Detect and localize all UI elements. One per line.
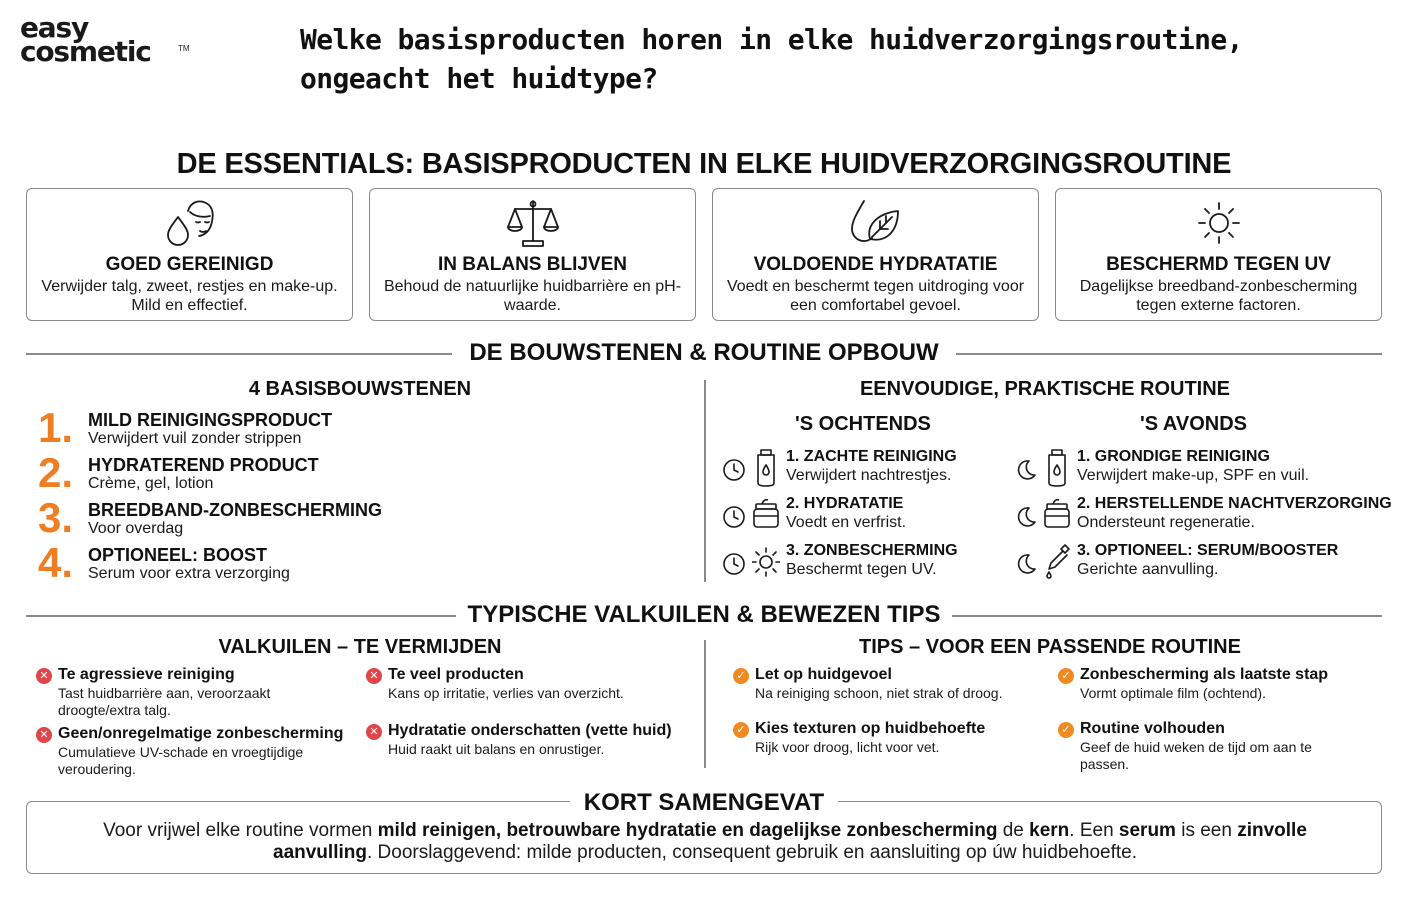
summary-heading: KORT SAMENGEVAT bbox=[570, 789, 838, 817]
section-title-building-blocks: DE BOUWSTENEN & ROUTINE OPBOUW bbox=[452, 339, 956, 367]
summary-bold-part: zinvolle aanvulling bbox=[273, 820, 1307, 863]
brand-line1: easy bbox=[20, 11, 89, 44]
step-desc: Beschermt tegen UV. bbox=[786, 561, 937, 578]
moon-icon bbox=[1013, 458, 1037, 482]
brand-line2: cosmetic bbox=[20, 35, 151, 68]
check-icon: ✓ bbox=[1058, 668, 1074, 684]
column-divider bbox=[704, 380, 706, 582]
tip-title: Let op huidgevoel bbox=[755, 666, 892, 683]
tip-title: Routine volhouden bbox=[1080, 720, 1225, 737]
step-title: 1. GRONDIGE REINIGING bbox=[1077, 448, 1270, 465]
drop-leaf-icon bbox=[848, 195, 904, 251]
balance-scale-icon bbox=[505, 195, 561, 251]
block-item bbox=[38, 494, 478, 544]
page-question: Welke basisproducten horen in elke huidverzorgingsroutine, ongeacht het huidtype? bbox=[300, 23, 1243, 95]
summary-text bbox=[60, 820, 1350, 864]
block-desc: Serum voor extra verzorging bbox=[88, 565, 290, 582]
dropper-icon bbox=[1043, 542, 1071, 582]
essential-card-uv bbox=[1055, 188, 1382, 321]
face-drop-icon bbox=[162, 195, 218, 251]
cleanser-tube-icon bbox=[752, 448, 780, 488]
clock-icon bbox=[722, 552, 746, 576]
essential-card-balance bbox=[369, 188, 696, 321]
essential-desc: Verwijder talg, zweet, restjes en make-up. Mild en effectief. bbox=[41, 278, 338, 314]
essential-card-cleansed bbox=[26, 188, 353, 321]
brand-logo bbox=[20, 11, 190, 70]
essential-desc: Behoud de natuurlijke huidbarrière en pH-waarde. bbox=[383, 278, 682, 314]
block-title: MILD REINIGINGSPRODUCT bbox=[88, 410, 333, 430]
essential-title: VOLDOENDE HYDRATATIE bbox=[753, 254, 998, 275]
step-desc: Verwijdert nachtrestjes. bbox=[786, 467, 952, 484]
tip-desc: Geef de huid weken de tijd om aan te passen. bbox=[1080, 739, 1312, 772]
block-number: 1. bbox=[38, 404, 74, 451]
brand-tm: TM bbox=[178, 44, 190, 53]
cream-jar-icon bbox=[752, 495, 780, 535]
block-title: OPTIONEEL: BOOST bbox=[88, 545, 268, 565]
evening-heading: 'S AVONDS bbox=[1140, 413, 1247, 435]
pitfalls-heading: VALKUILEN – TE VERMIJDEN bbox=[218, 636, 502, 658]
block-title: HYDRATEREND PRODUCT bbox=[88, 455, 319, 475]
sun-icon bbox=[752, 542, 780, 582]
morning-heading: 'S OCHTENDS bbox=[795, 413, 931, 435]
summary-text-part: is een bbox=[1175, 820, 1238, 841]
summary-bold-part: serum bbox=[1118, 820, 1176, 841]
tip-desc: Na reiniging schoon, niet strak of droog. bbox=[755, 685, 1003, 701]
block-item bbox=[38, 404, 478, 454]
pitfall-title: Geen/onregelmatige zonbescherming bbox=[58, 725, 344, 742]
block-number: 2. bbox=[38, 449, 74, 496]
pitfall-desc: Kans op irritatie, verlies van overzicht. bbox=[388, 685, 624, 701]
essential-desc: Voedt en beschermt tegen uitdroging voor een comfortabel gevoel. bbox=[726, 278, 1025, 314]
summary-text-part: . Een bbox=[1069, 820, 1119, 841]
pitfall-title: Te agressieve reiniging bbox=[58, 666, 235, 683]
clock-icon bbox=[722, 505, 746, 529]
check-icon: ✓ bbox=[733, 668, 749, 684]
block-number: 3. bbox=[38, 494, 74, 541]
summary-text-part: . Doorslaggevend: milde producten, consequent gebruik en aansluiting op úw huidbehoefte. bbox=[366, 842, 1137, 863]
tip-desc: Rijk voor droog, licht voor vet. bbox=[755, 739, 940, 755]
step-title: 3. OPTIONEEL: SERUM/BOOSTER bbox=[1077, 542, 1339, 559]
blocks-heading: 4 BASISBOUWSTENEN bbox=[248, 378, 472, 400]
column-divider bbox=[704, 640, 706, 768]
tip-title: Kies texturen op huidbehoefte bbox=[755, 720, 986, 737]
check-icon: ✓ bbox=[1058, 722, 1074, 738]
essential-title: BESCHERMD TEGEN UV bbox=[1106, 254, 1331, 275]
block-desc: Voor overdag bbox=[88, 520, 184, 537]
block-desc: Crème, gel, lotion bbox=[88, 475, 214, 492]
tip-desc: Vormt optimale film (ochtend). bbox=[1080, 685, 1266, 701]
block-number: 4. bbox=[38, 539, 74, 586]
essential-desc: Dagelijkse breedband-zonbescherming tegen externe factoren. bbox=[1079, 278, 1358, 314]
cleanser-tube-icon bbox=[1043, 448, 1071, 488]
pitfall-desc: Cumulatieve UV-schade en vroegtijdige veroudering. bbox=[58, 744, 304, 777]
cross-icon: ✕ bbox=[366, 668, 382, 684]
step-title: 1. ZACHTE REINIGING bbox=[786, 448, 957, 465]
check-icon: ✓ bbox=[733, 722, 749, 738]
summary-text-part: de bbox=[997, 820, 1030, 841]
step-title: 2. HERSTELLENDE NACHTVERZORGING bbox=[1077, 495, 1392, 512]
cross-icon: ✕ bbox=[366, 724, 382, 740]
block-title: BREEDBAND-ZONBESCHERMING bbox=[88, 500, 383, 520]
clock-icon bbox=[722, 458, 746, 482]
moon-icon bbox=[1013, 505, 1037, 529]
pitfall-title: Te veel producten bbox=[388, 666, 524, 683]
essential-card-hydration bbox=[712, 188, 1039, 321]
summary-text-part: Voor vrijwel elke routine vormen bbox=[103, 820, 378, 841]
tip-title: Zonbescherming als laatste stap bbox=[1080, 666, 1329, 683]
step-desc: Verwijdert make-up, SPF en vuil. bbox=[1077, 467, 1310, 484]
cross-icon: ✕ bbox=[36, 727, 52, 743]
cross-icon: ✕ bbox=[36, 668, 52, 684]
step-desc: Voedt en verfrist. bbox=[786, 514, 907, 531]
sun-icon bbox=[1191, 195, 1247, 251]
essential-title: GOED GEREINIGD bbox=[105, 254, 274, 275]
section-title-pitfalls-tips: TYPISCHE VALKUILEN & BEWEZEN TIPS bbox=[456, 601, 952, 629]
block-desc: Verwijdert vuil zonder strippen bbox=[88, 430, 302, 447]
cream-jar-icon bbox=[1043, 495, 1071, 535]
pitfall-desc: Huid raakt uit balans en onrustiger. bbox=[388, 741, 605, 757]
pitfall-desc: Tast huidbarrière aan, veroorzaakt droogte/extra talg. bbox=[58, 685, 271, 718]
block-item bbox=[38, 449, 478, 499]
summary-bold-part: mild reinigen, betrouwbare hydratatie en dagelijkse zonbescherming bbox=[377, 820, 998, 841]
routine-heading: EENVOUDIGE, PRAKTISCHE ROUTINE bbox=[859, 378, 1231, 400]
step-desc: Ondersteunt regeneratie. bbox=[1077, 514, 1255, 531]
step-desc: Gerichte aanvulling. bbox=[1077, 561, 1219, 578]
essential-title: IN BALANS BLIJVEN bbox=[438, 254, 627, 275]
moon-icon bbox=[1013, 552, 1037, 576]
summary-bold-part: kern bbox=[1029, 820, 1070, 841]
main-title: DE ESSENTIALS: BASISPRODUCTEN IN ELKE HUIDVERZORGINGSROUTINE bbox=[176, 148, 1232, 180]
pitfall-title: Hydratatie onderschatten (vette huid) bbox=[388, 722, 672, 739]
block-item bbox=[38, 539, 478, 589]
step-title: 2. HYDRATATIE bbox=[786, 495, 904, 512]
step-title: 3. ZONBESCHERMING bbox=[786, 542, 958, 559]
tips-heading: TIPS – VOOR EEN PASSENDE ROUTINE bbox=[859, 636, 1241, 658]
